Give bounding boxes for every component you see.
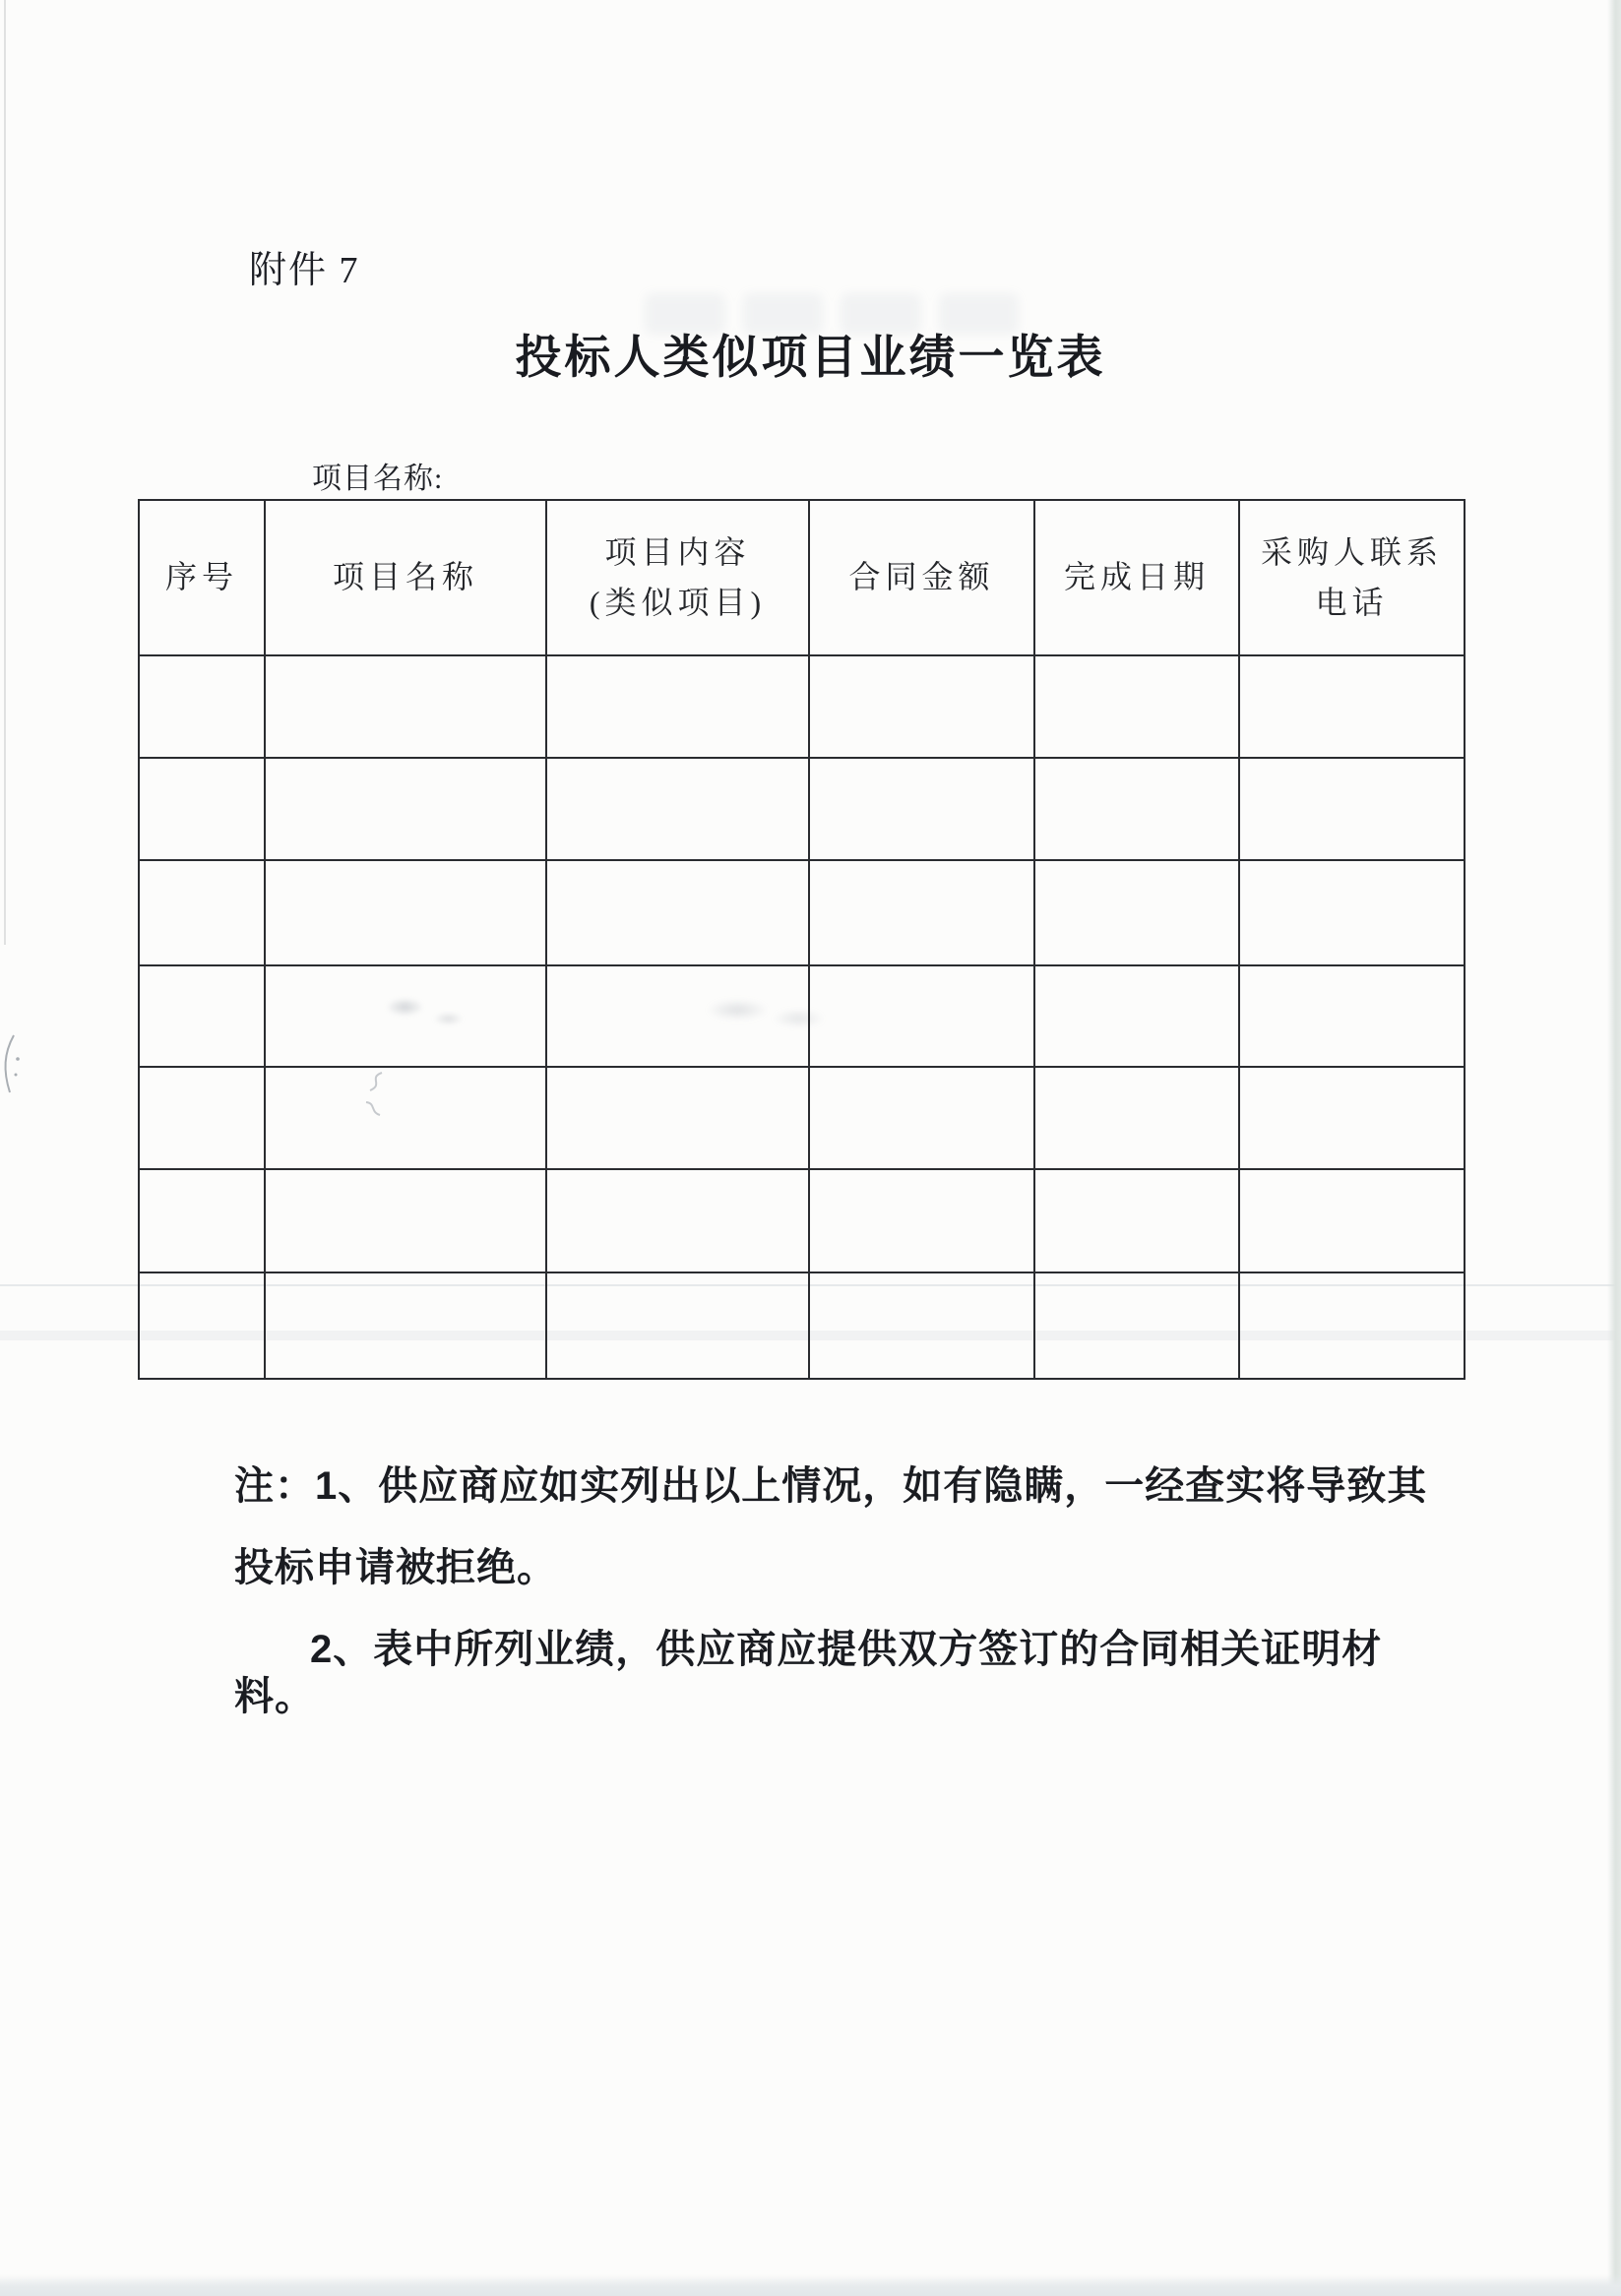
table-cell — [1239, 1169, 1465, 1272]
table-cell — [546, 860, 809, 965]
table-body — [139, 655, 1465, 1379]
table-cell — [546, 1067, 809, 1169]
table-header-row — [139, 500, 1465, 655]
table-row — [139, 655, 1465, 758]
table-cell — [1239, 860, 1465, 965]
table-cell — [546, 1169, 809, 1272]
scanner-edge-band-bottom — [0, 2274, 1621, 2296]
table-cell — [265, 1067, 546, 1169]
header-seq-no: 序号 — [139, 500, 265, 655]
table-cell — [1239, 655, 1465, 758]
scanner-edge-band-right — [1607, 0, 1621, 2296]
table-cell — [265, 1272, 546, 1379]
table-cell — [265, 758, 546, 860]
scanner-edge-line — [4, 0, 6, 945]
table-cell — [546, 965, 809, 1067]
table-cell — [546, 1272, 809, 1379]
table-cell — [139, 965, 265, 1067]
table-cell — [139, 655, 265, 758]
table-cell — [265, 1169, 546, 1272]
header-contract-amount: 合同金额 — [809, 500, 1034, 655]
table-row — [139, 965, 1465, 1067]
header-completion-date: 完成日期 — [1034, 500, 1239, 655]
attachment-number-label: 附件 7 — [249, 250, 360, 291]
table-cell — [809, 655, 1034, 758]
table-cell — [1239, 1272, 1465, 1379]
table-cell — [139, 860, 265, 965]
table-row — [139, 1169, 1465, 1272]
table-cell — [1034, 1272, 1239, 1379]
table-cell — [809, 1272, 1034, 1379]
header-purchaser-phone: 采购人联系 电话 — [1239, 500, 1465, 655]
table-cell — [809, 1067, 1034, 1169]
table-cell — [546, 758, 809, 860]
table-cell — [1239, 758, 1465, 860]
table-cell — [1034, 1067, 1239, 1169]
header-project-content: 项目内容 (类似项目) — [546, 500, 809, 655]
performance-table — [138, 499, 1465, 1380]
table-cell — [265, 860, 546, 965]
table-row — [139, 758, 1465, 860]
table-cell — [809, 758, 1034, 860]
note-line-3: 2、表中所列业绩，供应商应提供双方签订的合同相关证明材料。 — [234, 1627, 1383, 1719]
project-name-label: 项目名称: — [312, 463, 444, 495]
table-cell — [1034, 655, 1239, 758]
table-cell — [809, 1169, 1034, 1272]
stray-pen-mark — [0, 1031, 24, 1100]
table-row — [139, 1067, 1465, 1169]
table-cell — [1034, 758, 1239, 860]
table-cell — [139, 1272, 265, 1379]
table-cell — [139, 758, 265, 860]
footnotes — [234, 1462, 1430, 1755]
note-line-1: 注：1、供应商应如实列出以上情况，如有隐瞒，一经查实将导致其 — [234, 1464, 1428, 1508]
table-cell — [1034, 860, 1239, 965]
header-project-name: 项目名称 — [265, 500, 546, 655]
table-cell — [1034, 965, 1239, 1067]
table-row — [139, 860, 1465, 965]
table-cell — [265, 655, 546, 758]
page-title: 投标人类似项目业绩一览表 — [515, 331, 1106, 383]
table-cell — [139, 1169, 265, 1272]
table-cell — [1239, 965, 1465, 1067]
table-cell — [1239, 1067, 1465, 1169]
table-cell — [1034, 1169, 1239, 1272]
table-cell — [809, 965, 1034, 1067]
table-cell — [265, 965, 546, 1067]
table-row — [139, 1272, 1465, 1379]
table-cell — [139, 1067, 265, 1169]
note-line-2: 投标申请被拒绝。 — [234, 1545, 557, 1589]
table-cell — [809, 860, 1034, 965]
table-cell — [546, 655, 809, 758]
